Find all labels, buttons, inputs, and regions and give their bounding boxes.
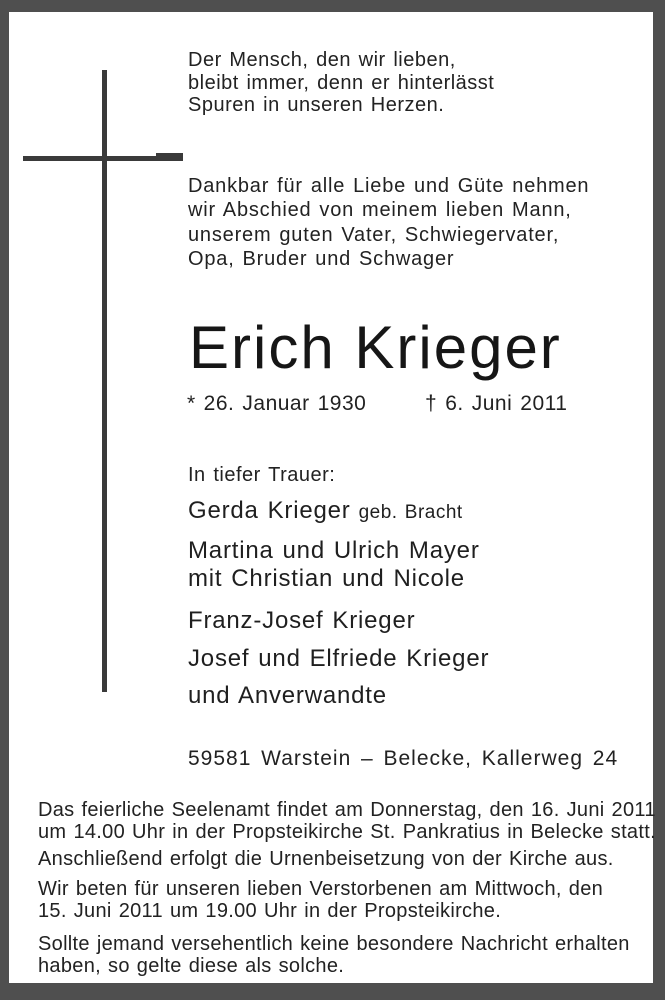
prayer-notice bbox=[38, 878, 603, 922]
verse-line: Der Mensch, den wir lieben, bbox=[188, 49, 456, 71]
birth-date: * 26. Januar 1930 bbox=[187, 392, 367, 415]
verse-line: Spuren in unseren Herzen. bbox=[188, 94, 445, 116]
mourner-widow bbox=[188, 497, 463, 525]
intro-line: Opa, Bruder und Schwager bbox=[188, 247, 455, 270]
intro-line: wir Abschied von meinem lieben Mann, bbox=[188, 199, 572, 222]
funeral-service-notice bbox=[38, 799, 656, 843]
verse-line: bleibt immer, denn er hinterlässt bbox=[188, 71, 495, 94]
notice-line: um 14.00 Uhr in der Propsteikirche St. Pankratius in Belecke statt. bbox=[38, 821, 656, 843]
mourner-line: und Anverwandte bbox=[188, 682, 387, 709]
notice-line: Sollte jemand versehentlich keine besondere Nachricht erhalten bbox=[38, 933, 630, 955]
notification-notice bbox=[38, 933, 630, 977]
notice-line: Anschließend erfolgt die Urnenbeisetzung von der Kirche aus. bbox=[38, 848, 614, 870]
intro-line: Dankbar für alle Liebe und Güte nehmen bbox=[188, 175, 590, 197]
death-date: † 6. Juni 2011 bbox=[425, 392, 568, 415]
notice-line: 15. Juni 2011 um 19.00 Uhr in der Propsteikirche. bbox=[38, 900, 502, 922]
notice-line: haben, so gelte diese als solche. bbox=[38, 955, 345, 977]
cross-horizontal-bar-step bbox=[156, 153, 183, 161]
mourner-line: mit Christian und Nicole bbox=[188, 565, 465, 592]
cross-vertical-bar bbox=[102, 70, 107, 692]
address-line: 59581 Warstein – Belecke, Kallerweg 24 bbox=[188, 747, 619, 770]
widow-name: Gerda Krieger bbox=[188, 497, 351, 524]
intro-text bbox=[188, 174, 589, 271]
notice-line: Wir beten für unseren lieben Verstorbenen am Mittwoch, den bbox=[38, 878, 604, 900]
cross-horizontal-bar bbox=[23, 156, 157, 161]
mourner-line: Franz-Josef Krieger bbox=[188, 607, 416, 634]
widow-birth-name: geb. Bracht bbox=[358, 502, 463, 523]
mourner-line: Josef und Elfriede Krieger bbox=[188, 645, 490, 672]
opening-verse bbox=[188, 49, 494, 117]
mourning-heading: In tiefer Trauer: bbox=[188, 464, 336, 486]
notice-line: Das feierliche Seelenamt findet am Donnerstag, den 16. Juni 2011 bbox=[38, 799, 656, 821]
mourner-line: Martina und Ulrich Mayer bbox=[188, 537, 480, 564]
intro-line: unserem guten Vater, Schwiegervater, bbox=[188, 223, 560, 246]
burial-notice bbox=[38, 848, 614, 870]
deceased-name: Erich Krieger bbox=[189, 314, 562, 381]
